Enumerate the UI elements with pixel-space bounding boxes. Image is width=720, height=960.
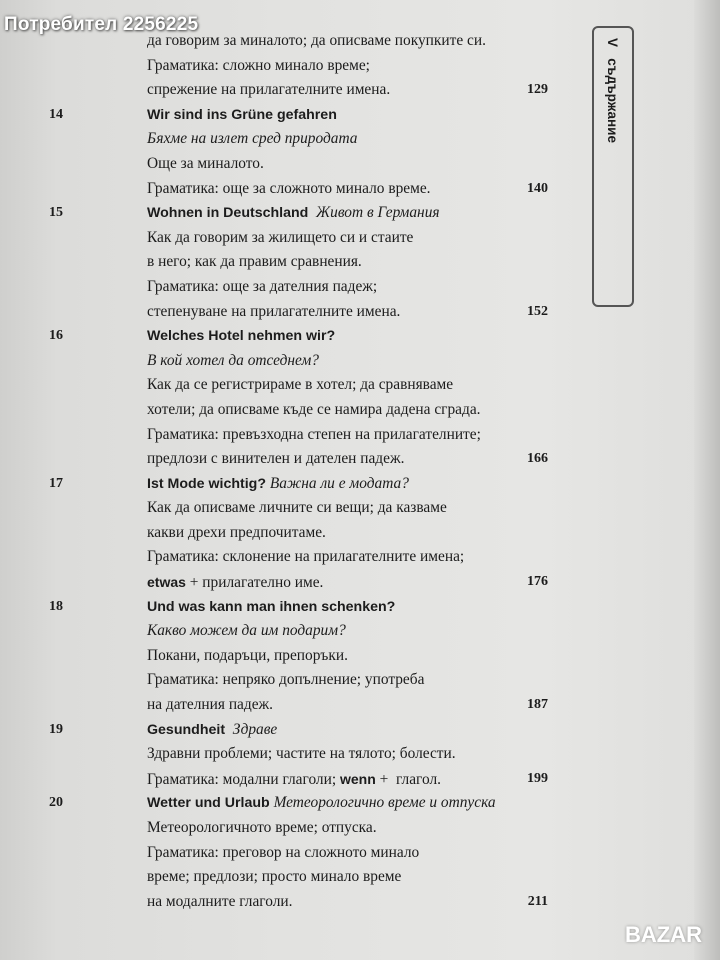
toc-line bbox=[0, 767, 600, 792]
lesson-title: Welches Hotel nehmen wir? bbox=[147, 328, 336, 345]
toc-line bbox=[0, 545, 600, 570]
toc-line bbox=[0, 742, 600, 767]
toc-line bbox=[0, 349, 600, 374]
toc-text: Покани, подаръци, препоръки. bbox=[147, 646, 348, 664]
lesson-number: 18 bbox=[49, 598, 63, 614]
toc-line bbox=[0, 250, 600, 275]
toc-text: Граматика: преговор на сложното минало bbox=[147, 843, 420, 861]
toc-text: Метеорологичното време; отпуска. bbox=[147, 819, 377, 836]
lesson-number: 17 bbox=[49, 475, 63, 491]
lesson-number: 16 bbox=[49, 328, 63, 344]
toc-line bbox=[0, 423, 600, 448]
toc-line bbox=[0, 127, 600, 152]
toc-text: степенуване на прилагателните имена. bbox=[147, 302, 401, 320]
lesson-number: 15 bbox=[49, 205, 63, 221]
toc-line bbox=[0, 595, 600, 620]
lesson-translation: Важна ли е модата? bbox=[269, 474, 409, 492]
lesson-title: Gesundheit bbox=[147, 721, 226, 738]
toc-text: предлози с винителен и дателен падеж. bbox=[147, 450, 405, 468]
lesson-translation: Метеорологично време и отпуска bbox=[273, 794, 496, 812]
toc-text: + прилагателно име. bbox=[185, 574, 324, 592]
toc-text bbox=[308, 204, 316, 221]
section-tab-roman: V bbox=[605, 38, 620, 48]
toc-text: Граматика: склонение на прилагателните имена; bbox=[147, 548, 465, 566]
toc-text: на модалните глаголи. bbox=[147, 892, 293, 910]
toc-text: на дателния падеж. bbox=[147, 696, 274, 714]
lesson-translation: Живот в Германия bbox=[316, 204, 440, 222]
user-watermark: Потребител 2256225 bbox=[4, 14, 199, 35]
toc-text: да говорим за миналото; да описваме покупките си. bbox=[147, 32, 486, 49]
page-edge bbox=[694, 0, 720, 960]
toc-line bbox=[0, 791, 600, 816]
toc-line bbox=[0, 201, 600, 226]
page-number: 166 bbox=[527, 451, 548, 467]
toc-line bbox=[0, 373, 600, 398]
toc-line bbox=[0, 177, 600, 202]
bazar-logo: BAZAR bbox=[625, 922, 702, 947]
lesson-translation: В кой хотел да отседнем? bbox=[147, 351, 319, 369]
section-tab-text: съдържание bbox=[605, 58, 620, 143]
toc-text: Граматика: още за дателния падеж; bbox=[147, 277, 378, 295]
toc-line bbox=[0, 496, 600, 521]
toc-line bbox=[0, 644, 600, 669]
lesson-translation: Бяхме на излет сред природата bbox=[147, 130, 358, 148]
toc-line bbox=[0, 693, 600, 718]
lesson-title: Wohnen in Deutschland bbox=[147, 205, 309, 222]
toc-text: в него; как да правим сравнения. bbox=[147, 253, 362, 271]
toc-text: Още за миналото. bbox=[147, 154, 264, 172]
toc-text: хотели; да описваме къде се намира дадена сграда. bbox=[147, 400, 481, 418]
toc-text: Как да описваме личните си вещи; да казваме bbox=[147, 499, 447, 517]
toc-text: + глагол. bbox=[375, 770, 441, 788]
lesson-translation: Здраве bbox=[232, 720, 278, 738]
toc-line bbox=[0, 226, 600, 251]
toc-line bbox=[0, 152, 600, 177]
toc-text: Граматика: непряко допълнение; употреба bbox=[147, 671, 425, 689]
toc-line bbox=[0, 398, 600, 423]
table-of-contents bbox=[0, 29, 600, 914]
page-number: 187 bbox=[527, 697, 548, 713]
toc-line bbox=[0, 668, 600, 693]
lesson-number: 19 bbox=[49, 721, 63, 737]
toc-line bbox=[0, 275, 600, 300]
toc-text: Граматика: сложно минало време; bbox=[147, 56, 370, 74]
toc-text bbox=[225, 721, 233, 738]
toc-line bbox=[0, 103, 600, 128]
toc-text: Здравни проблеми; частите на тялото; болести. bbox=[147, 745, 456, 763]
toc-line bbox=[0, 78, 600, 103]
lesson-translation: Какво можем да им подарим? bbox=[147, 622, 346, 640]
toc-line bbox=[0, 570, 600, 595]
lesson-number: 14 bbox=[49, 106, 63, 122]
toc-line bbox=[0, 816, 600, 841]
toc-text: какви дрехи предпочитаме. bbox=[147, 523, 326, 541]
toc-text: Как да говорим за жилището си и стаите bbox=[147, 228, 414, 246]
toc-line bbox=[0, 718, 600, 743]
page-number: 129 bbox=[527, 82, 548, 98]
toc-line bbox=[0, 324, 600, 349]
toc-line bbox=[0, 54, 600, 79]
toc-text: wenn bbox=[339, 770, 376, 787]
toc-line bbox=[0, 29, 600, 54]
page-number: 176 bbox=[527, 574, 548, 590]
toc-line bbox=[0, 865, 600, 890]
toc-line bbox=[0, 521, 600, 546]
toc-text: време; предлози; просто минало време bbox=[147, 868, 402, 886]
lesson-title: Wir sind ins Grüne gefahren bbox=[147, 106, 337, 123]
toc-text: Граматика: модални глаголи; bbox=[147, 770, 340, 788]
toc-text: Как да се регистрираме в хотел; да сравняваме bbox=[147, 376, 454, 394]
section-tab-label bbox=[605, 38, 620, 143]
toc-line bbox=[0, 472, 600, 497]
page-number: 140 bbox=[527, 180, 548, 196]
toc-line bbox=[0, 619, 600, 644]
toc-text: спрежение на прилагателните имена. bbox=[147, 81, 391, 99]
toc-line bbox=[0, 447, 600, 472]
toc-line bbox=[0, 841, 600, 866]
page-number: 199 bbox=[527, 770, 548, 786]
toc-line bbox=[0, 300, 600, 325]
lesson-title: Wetter und Urlaub bbox=[147, 795, 270, 812]
toc-text: Граматика: превъзходна степен на прилагателните; bbox=[147, 425, 481, 443]
toc-text: Граматика: още за сложното минало време. bbox=[147, 179, 431, 197]
toc-line bbox=[0, 890, 600, 915]
page-number: 211 bbox=[527, 893, 548, 909]
page-number: 152 bbox=[527, 303, 548, 319]
lesson-title: Und was kann man ihnen schenken? bbox=[147, 598, 396, 615]
lesson-number: 20 bbox=[49, 795, 63, 811]
toc-text: etwas bbox=[147, 574, 186, 591]
lesson-title: Ist Mode wichtig? bbox=[147, 475, 267, 492]
